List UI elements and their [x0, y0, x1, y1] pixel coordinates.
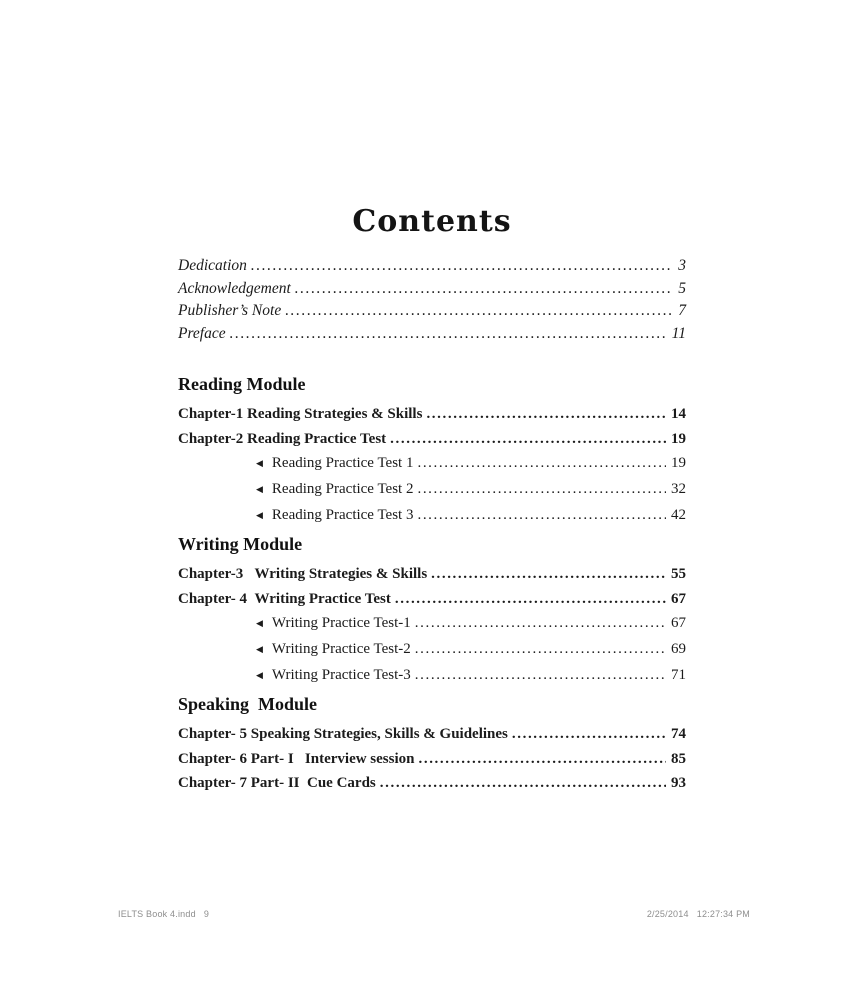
toc-entry-page: 74	[671, 726, 686, 743]
toc-entry-label: Acknowledgement	[178, 279, 291, 297]
dot-leader	[417, 451, 666, 475]
toc-entry	[178, 477, 686, 503]
dot-leader	[512, 722, 666, 747]
dot-leader	[419, 747, 667, 772]
triangle-bullet-icon: ◀	[256, 485, 263, 496]
toc-entry-label: Chapter- 6 Part- I Interview session	[178, 750, 415, 767]
toc-entry	[178, 722, 686, 747]
toc-entry	[178, 402, 686, 427]
toc-entry-label: Reading Practice Test 3	[271, 507, 414, 524]
toc-entry-page: 85	[671, 750, 686, 767]
toc-entry-label: Chapter- 4 Writing Practice Test	[178, 590, 391, 607]
dot-leader	[415, 637, 666, 661]
toc-entry-page: 14	[671, 406, 686, 423]
dot-leader	[390, 427, 666, 452]
toc-entry-label: Chapter-3 Writing Strategies & Skills	[178, 566, 428, 583]
toc-entry-label: Chapter- 7 Part- II Cue Cards	[178, 775, 376, 792]
toc-entry-page: 55	[671, 566, 686, 583]
toc-entry-label: Chapter-1 Reading Strategies & Skills	[178, 406, 423, 423]
toc-entry-label: Reading Practice Test 2	[271, 481, 414, 498]
dot-leader	[431, 562, 666, 587]
page-title: Contents	[352, 204, 512, 239]
toc-entry-label: Chapter-2 Reading Practice Test	[178, 430, 387, 447]
triangle-bullet-icon: ◀	[256, 645, 263, 656]
toc-entry-label: Writing Practice Test-1	[271, 615, 411, 632]
toc-entry-page: 19	[671, 455, 686, 472]
toc-entry-page: 19	[671, 430, 686, 447]
toc-entry-page: 11	[671, 324, 686, 342]
toc-entry-label: Writing Practice Test-2	[271, 641, 411, 658]
toc-entry	[178, 771, 686, 796]
toc-entry	[178, 562, 686, 587]
section-heading-writing: Writing Module	[178, 534, 303, 555]
toc-entry-page: 7	[678, 302, 686, 320]
toc-entry-page: 69	[671, 641, 686, 658]
print-footer	[118, 909, 750, 919]
toc-entry-page: 32	[671, 481, 686, 498]
toc-entry-label: Reading Practice Test 1	[271, 455, 414, 472]
front-matter-list	[178, 255, 686, 345]
toc-entry	[178, 747, 686, 772]
toc-entry	[178, 278, 686, 301]
toc-entry	[178, 503, 686, 529]
toc-entry	[178, 323, 686, 346]
toc-entry	[178, 587, 686, 612]
toc-entry	[178, 611, 686, 637]
dot-leader	[295, 278, 673, 301]
toc-entry	[178, 637, 686, 663]
toc-entry-page: 71	[671, 667, 686, 684]
triangle-bullet-icon: ◀	[256, 511, 263, 522]
section-heading-speaking: Speaking Module	[178, 694, 318, 715]
toc-entry-page: 3	[678, 257, 686, 274]
triangle-bullet-icon: ◀	[256, 619, 263, 630]
toc-entry-page: 67	[671, 615, 686, 632]
toc-entry-label: Chapter- 5 Speaking Strategies, Skills & Guidelines	[178, 726, 508, 743]
toc-entry	[178, 300, 686, 323]
dot-leader	[395, 587, 666, 612]
section-reading-entries	[178, 402, 686, 529]
toc-entry-label: Writing Practice Test-3	[271, 667, 411, 684]
dot-leader	[417, 503, 666, 527]
toc-entry-label: Publisher’s Note	[178, 302, 282, 320]
toc-entry	[178, 427, 686, 452]
toc-entry-page: 93	[671, 775, 686, 792]
toc-entry	[178, 663, 686, 689]
toc-entry-label: Preface	[178, 324, 226, 342]
toc-entry	[178, 451, 686, 477]
section-heading-reading: Reading Module	[178, 374, 306, 395]
section-speaking-entries	[178, 722, 686, 796]
dot-leader	[230, 323, 667, 346]
footer-filename: IELTS Book 4.indd 9	[118, 909, 210, 919]
dot-leader	[285, 300, 673, 323]
dot-leader	[415, 611, 666, 635]
dot-leader	[415, 663, 666, 687]
toc-content	[178, 203, 686, 796]
dot-leader	[426, 402, 666, 427]
triangle-bullet-icon: ◀	[256, 459, 263, 470]
footer-timestamp: 2/25/2014 12:27:34 PM	[646, 909, 750, 919]
dot-leader	[380, 771, 666, 796]
toc-entry-page: 42	[671, 507, 686, 524]
dot-leader	[251, 255, 673, 278]
toc-entry-label: Dedication	[178, 257, 247, 274]
dot-leader	[417, 477, 666, 501]
section-writing-entries	[178, 562, 686, 689]
toc-entry-page: 5	[678, 279, 686, 297]
toc-entry-page: 67	[671, 590, 686, 607]
toc-entry	[178, 255, 686, 278]
triangle-bullet-icon: ◀	[256, 671, 263, 682]
